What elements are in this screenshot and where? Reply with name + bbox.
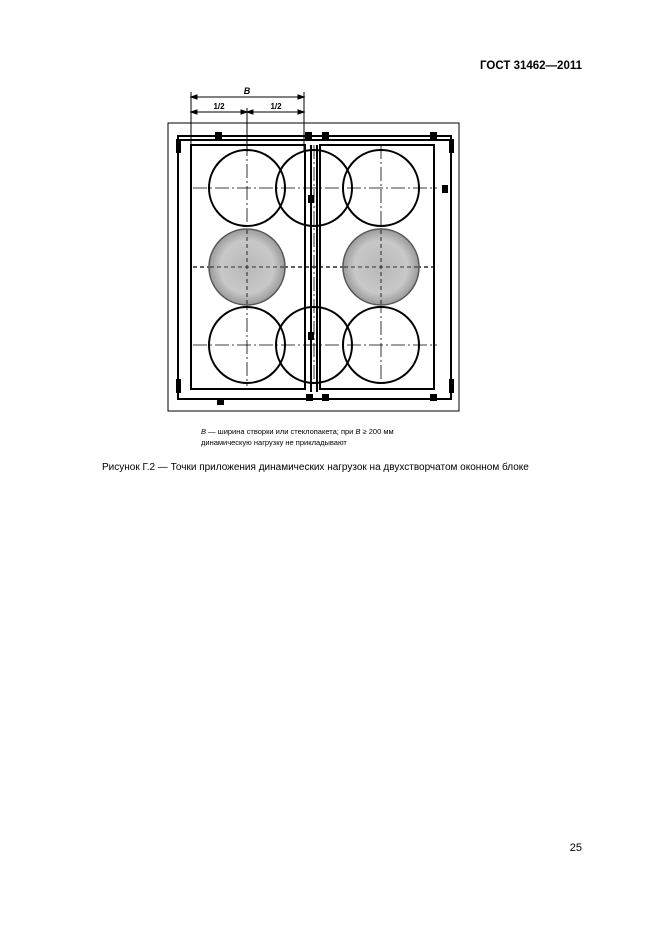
- note-condition: ≥ 200 мм: [360, 427, 394, 436]
- note-symbol: B: [201, 427, 207, 436]
- note-condition-symbol: B: [355, 427, 361, 436]
- note-text: — ширина створки или стеклопакета; при: [206, 427, 356, 436]
- figure-caption: Рисунок Г.2 — Точки приложения динамических нагрузок на двухстворчатом оконном блоке: [102, 462, 529, 473]
- dimension-label-half-left: 1/2: [213, 102, 225, 111]
- note-line-1: [201, 426, 394, 437]
- dimension-label-half-right: 1/2: [270, 102, 282, 111]
- window-block-diagram: [160, 80, 470, 420]
- page-number: 25: [569, 842, 582, 854]
- document-code: ГОСТ 31462—2011: [480, 60, 582, 72]
- dimension-lines: [191, 92, 304, 152]
- figure-note: [201, 426, 394, 448]
- dimension-label-b: B: [243, 86, 251, 96]
- note-line-2: динамическую нагрузку не прикладывают: [201, 438, 347, 447]
